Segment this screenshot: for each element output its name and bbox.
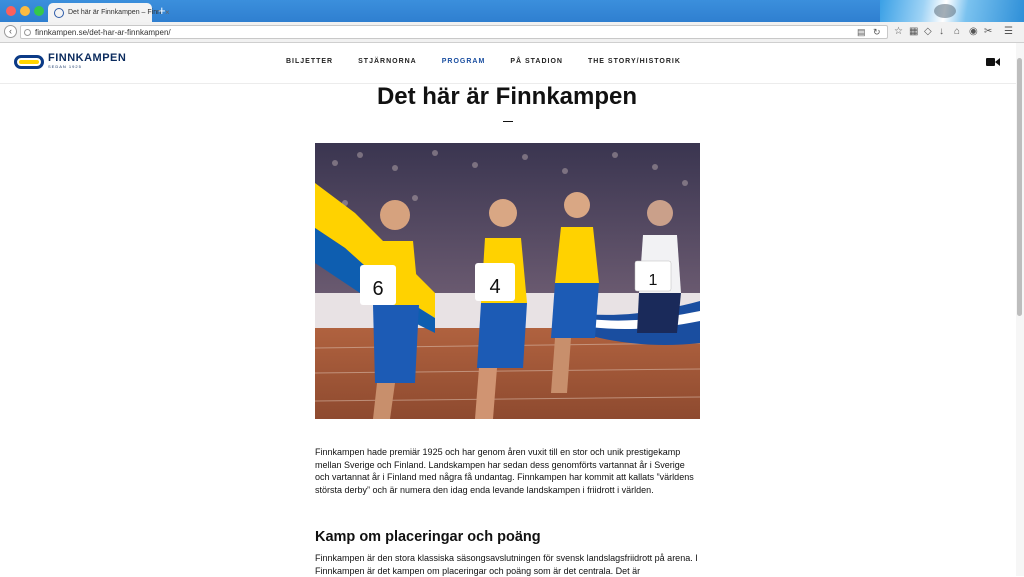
minimize-window-button[interactable] xyxy=(20,6,30,16)
logo-name: FINNKAMPEN xyxy=(48,52,127,64)
tab-title: Det här är Finnkampen – Finn xyxy=(68,9,161,16)
section-heading: Kamp om placeringar och poäng xyxy=(315,529,541,545)
address-bar[interactable] xyxy=(20,25,888,39)
site-header xyxy=(0,43,1024,84)
bib-number: 4 xyxy=(489,276,501,298)
bookmark-star-icon[interactable]: ☆ xyxy=(894,26,903,37)
browser-toolbar xyxy=(0,22,1024,43)
bib-number: 6 xyxy=(372,278,384,300)
logo-text xyxy=(48,53,126,70)
browser-theme-image xyxy=(880,0,1024,22)
library-icon[interactable]: ▦ xyxy=(909,26,919,37)
close-window-button[interactable] xyxy=(6,6,16,16)
back-button[interactable]: ‹ xyxy=(4,25,17,38)
home-icon[interactable]: ⌂ xyxy=(954,26,961,37)
main-navigation xyxy=(286,58,681,65)
extension-icon[interactable]: ◉ xyxy=(969,26,978,37)
nav-item-biljetter[interactable]: BILJETTER xyxy=(286,58,334,65)
nav-item-pa-stadion[interactable]: PÅ STADION xyxy=(510,58,563,65)
url-text[interactable]: finnkampen.se/det-har-ar-finnkampen/ xyxy=(35,28,171,37)
tab-close-icon[interactable]: × xyxy=(165,8,170,17)
video-camera-icon[interactable] xyxy=(986,57,1000,67)
downloads-icon[interactable]: ↓ xyxy=(939,26,944,37)
site-logo[interactable] xyxy=(14,53,126,70)
hero-image-runners xyxy=(315,143,700,419)
page-scrollbar-thumb[interactable] xyxy=(1017,58,1022,316)
reload-icon[interactable]: ↻ xyxy=(873,27,881,37)
logo-tagline: SEDAN 1925 xyxy=(48,64,82,69)
bib-number: 1 xyxy=(648,272,658,289)
screenshot-icon[interactable]: ✂ xyxy=(984,26,993,37)
browser-tab-active[interactable] xyxy=(48,3,170,22)
title-divider xyxy=(503,121,513,122)
maximize-window-button[interactable] xyxy=(34,6,44,16)
browser-tab-bar xyxy=(0,0,1024,22)
body-paragraph: Finnkampen är den stora klassiska säsongsavslutningen för svensk landslagsfriidrott på arena. I Finnkampen är det kampen om placeringar och poäng som är det centrala. Det är xyxy=(315,553,698,576)
page-info-icon[interactable] xyxy=(24,29,31,36)
site-favicon-icon xyxy=(54,8,64,18)
nav-item-story-historik[interactable]: THE STORY/HISTORIK xyxy=(587,58,681,65)
intro-paragraph: Finnkampen hade premiär 1925 och har genom åren vuxit till en stor och unik prestigekamp mellan Sverige och Finland. Landskampen har sedan dess genomförts vartannat år i Sverige och vartannat år i Finland med några få undantag. Finnkampen har kommit att kallats ”världens största derby” och är numera den idag enda levande landskampen i friidrott i världen. xyxy=(315,447,694,495)
pocket-icon[interactable]: ◇ xyxy=(924,26,932,37)
page-title: Det här är Finnkampen xyxy=(376,83,638,110)
reader-view-icon[interactable]: ▤ xyxy=(857,27,866,37)
nav-item-program[interactable]: PROGRAM xyxy=(441,58,486,65)
new-tab-button[interactable]: + xyxy=(158,3,166,18)
nav-item-stjarnorna[interactable]: STJÄRNORNA xyxy=(358,58,417,65)
logo-ring-icon xyxy=(14,55,44,69)
menu-icon[interactable]: ☰ xyxy=(1004,26,1013,37)
